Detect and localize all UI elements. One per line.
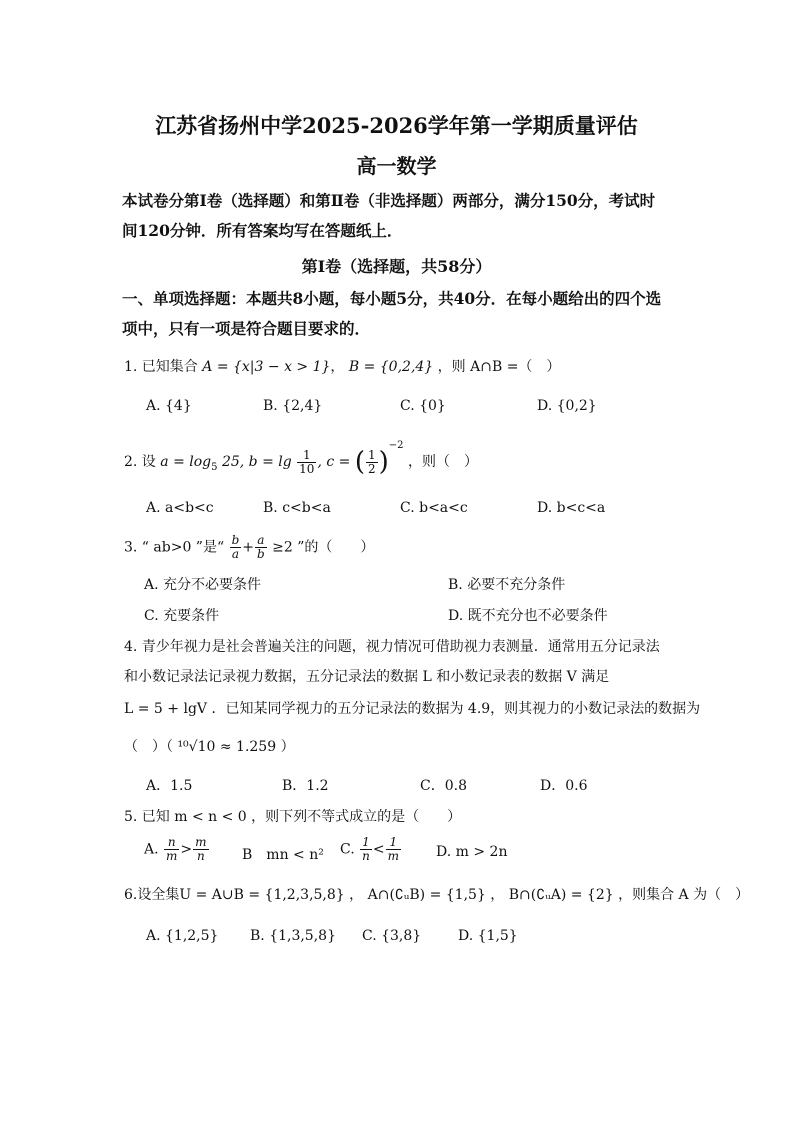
question-2-option-b: B. c<b<a (263, 500, 331, 516)
question-5-stem: 5. 已知 m < n < 0 ，则下列不等式成立的是（ ） (124, 809, 462, 825)
question-6-option-d: D. {1,5} (458, 928, 518, 944)
question-2-option-c: C. b<a<c (400, 500, 468, 516)
exam-title: 江苏省扬州中学2025-2026学年第一学期质量评估 (155, 113, 638, 138)
question-3-option-d: D. 既不充分也不必要条件 (448, 608, 608, 624)
question-4-option-b: B．1.2 (282, 778, 329, 794)
question-3-option-b: B. 必要不充分条件 (448, 577, 566, 593)
question-1-stem: 1. 已知集合 A = {x|3 − x > 1}， B = {0,2,4} ，则 A∩B =（ ） (124, 359, 561, 375)
fraction: $\frac{n}{m}$ (166, 835, 178, 863)
set-b-expression: B = {0,2,4} (348, 359, 434, 375)
question-5-option-a: A. $\frac{n}{m}$ > $\frac{m}{n}$ (144, 835, 207, 863)
question-6-option-c: C. {3,8} (362, 928, 422, 944)
question-5-option-b: B mn < n² (242, 847, 324, 863)
question-3-option-c: C. 充要条件 (144, 608, 220, 624)
question-3-stem: 3. “ ab>0 ”是“ $\frac{b}{a}$ + $\frac{a}{b}$ ≥2 ”的（ ） (124, 533, 375, 561)
question-1-option-c: C. {0} (400, 398, 446, 414)
fraction: $\frac{1}{10}$ (299, 447, 315, 476)
question-5-option-c: C. $\frac{1}{n}$ < $\frac{1}{m}$ (340, 835, 399, 863)
question-2-option-d: D. b<c<a (537, 500, 606, 516)
question-4-option-d: D．0.6 (540, 778, 588, 794)
section-title: 第Ⅰ卷（选择题，共58分） (301, 257, 492, 276)
fraction: $\frac{1}{n}$ (362, 835, 370, 863)
question-4-line-4: （ ）（ ¹⁰√10 ≈ 1.259 ） (124, 739, 295, 755)
question-6-stem: 6.设全集U = A∪B = {1,2,3,5,8} ， A∩(∁ᵤB) = {1,5} ， B∩(∁ᵤA) = {2} ，则集合 A 为（ ） (124, 887, 750, 903)
question-5-option-d: D. m > 2n (436, 844, 508, 860)
exam-subject: 高一数学 (356, 154, 437, 178)
question-4-option-c: C．0.8 (420, 778, 467, 794)
fraction: $\frac{b}{a}$ (231, 533, 240, 561)
question-6-option-b: B. {1,3,5,8} (250, 928, 336, 944)
question-1-option-d: D. {0,2} (537, 398, 597, 414)
fraction: $\frac{a}{b}$ (257, 533, 265, 561)
question-4-option-a: A．1.5 (146, 778, 193, 794)
section-description: 一、单项选择题：本题共8小题，每小题5分，共40分．在每小题给出的四个选项中，只有一项是符合题目要求的． (122, 289, 662, 338)
question-4-line-1: 4. 青少年视力是社会普遍关注的问题，视力情况可借助视力表测量．通常用五分记录法 (124, 639, 660, 655)
question-6-option-a: A. {1,2,5} (146, 928, 219, 944)
fraction: $\frac{1}{2}$ (367, 447, 376, 476)
fraction: $\frac{1}{m}$ (387, 835, 399, 863)
question-4-line-3: L = 5 + lgV ．已知某同学视力的五分记录法的数据为 4.9，则其视力的小数记录法的数据为 (124, 701, 701, 717)
exam-instructions: 本试卷分第Ⅰ卷（选择题）和第Ⅱ卷（非选择题）两部分，满分150分，考试时间120分钟．所有答案均写在答题纸上． (122, 191, 656, 240)
question-2-option-a: A. a<b<c (146, 500, 214, 516)
question-4-line-2: 和小数记录法记录视力数据，五分记录法的数据 L 和小数记录表的数据 V 满足 (124, 669, 610, 685)
question-1-option-a: A. {4} (146, 398, 192, 414)
fraction: $\frac{m}{n}$ (195, 835, 207, 863)
question-2-stem: 2. 设 $a = \log_5 25$, b = lg $\frac{1}{10}$ , c = ( $\frac{1}{2}$ )$^{-2}$ ，则（ ） (124, 440, 478, 477)
question-1-option-b: B. {2,4} (263, 398, 323, 414)
set-a-expression: A = {x|3 − x > 1} (202, 359, 331, 375)
question-3-option-a: A. 充分不必要条件 (144, 577, 262, 593)
